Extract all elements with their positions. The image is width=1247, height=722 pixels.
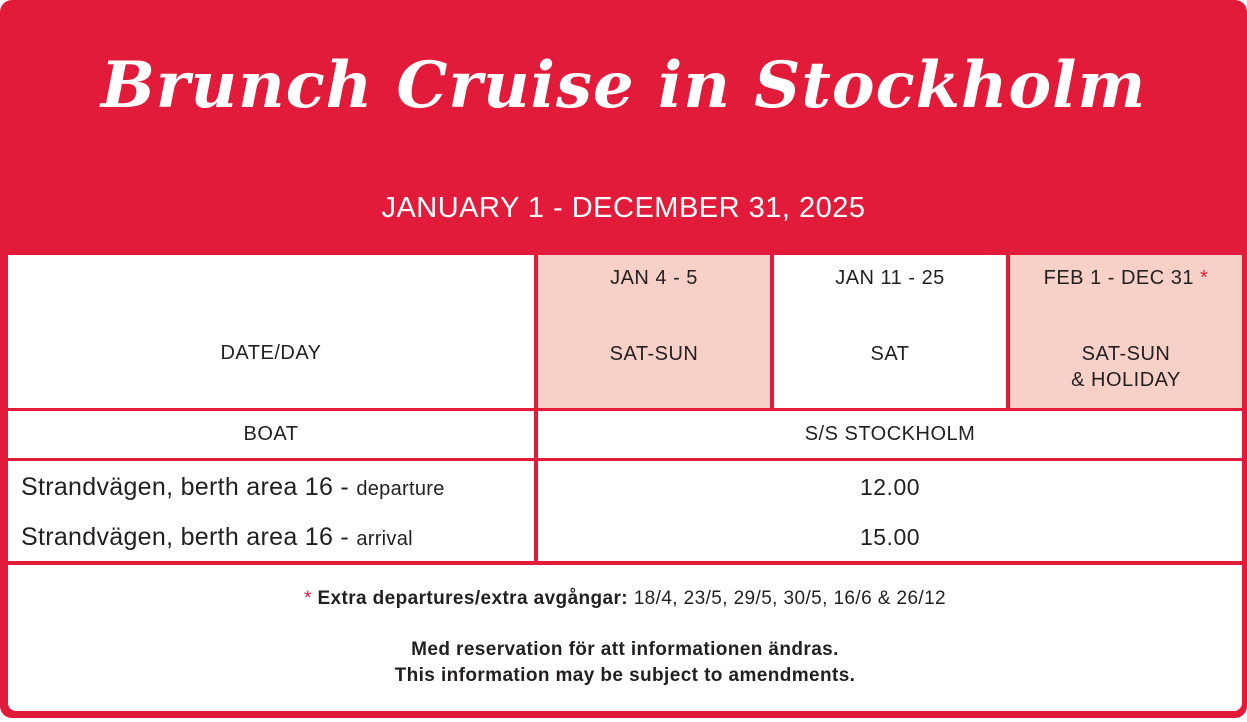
asterisk-marker: * <box>303 588 312 609</box>
arrival-type: arrival <box>356 528 413 550</box>
arrival-row-label <box>21 523 413 552</box>
boat-name: S/S STOCKHOLM <box>804 423 976 445</box>
departure-time: 12.00 <box>859 474 921 500</box>
reservation-english: This information may be subject to amendments. <box>394 665 856 686</box>
column-header-feb-1-dec-31 <box>1010 255 1242 408</box>
column-dates: FEB 1 - DEC 31 <box>1043 267 1195 289</box>
arrival-place: Strandvägen, berth area 16 - <box>21 523 350 551</box>
column-dates: JAN 11 - 25 <box>835 267 945 289</box>
column-days: SAT <box>870 343 910 365</box>
extra-departures-dates: 18/4, 23/5, 29/5, 30/5, 16/6 & 26/12 <box>633 588 947 609</box>
extra-departures-note <box>8 588 1242 610</box>
date-day-header <box>8 255 534 408</box>
page-title: Brunch Cruise in Stockholm <box>100 48 1147 123</box>
column-header-jan-11-25 <box>774 255 1006 408</box>
departure-type: departure <box>356 478 445 500</box>
date-day-label: DATE/DAY <box>220 342 322 364</box>
asterisk-marker: * <box>1200 267 1209 289</box>
boat-label-cell <box>8 411 534 458</box>
column-days <box>1010 341 1242 393</box>
departure-row-label <box>21 473 445 502</box>
boat-name-cell <box>538 411 1242 458</box>
arrival-time: 15.00 <box>859 524 921 550</box>
reservation-swedish: Med reservation för att informationen ändras. <box>411 639 839 660</box>
column-days-line1: SAT-SUN <box>1081 343 1171 365</box>
column-dates-wrap <box>1010 267 1242 290</box>
season-period: JANUARY 1 - DECEMBER 31, 2025 <box>381 192 866 224</box>
column-days-line2: & HOLIDAY <box>1071 369 1181 391</box>
departure-place: Strandvägen, berth area 16 - <box>21 473 350 501</box>
extra-departures-label: Extra departures/extra avgångar: <box>317 588 629 609</box>
stops-cell <box>8 461 534 561</box>
reservation-note <box>8 637 1242 689</box>
times-cell <box>538 461 1242 561</box>
column-dates: JAN 4 - 5 <box>610 267 698 289</box>
footnotes <box>8 565 1242 711</box>
column-header-jan-4-5 <box>538 255 770 408</box>
column-days: SAT-SUN <box>609 343 699 365</box>
boat-label: BOAT <box>243 423 299 445</box>
